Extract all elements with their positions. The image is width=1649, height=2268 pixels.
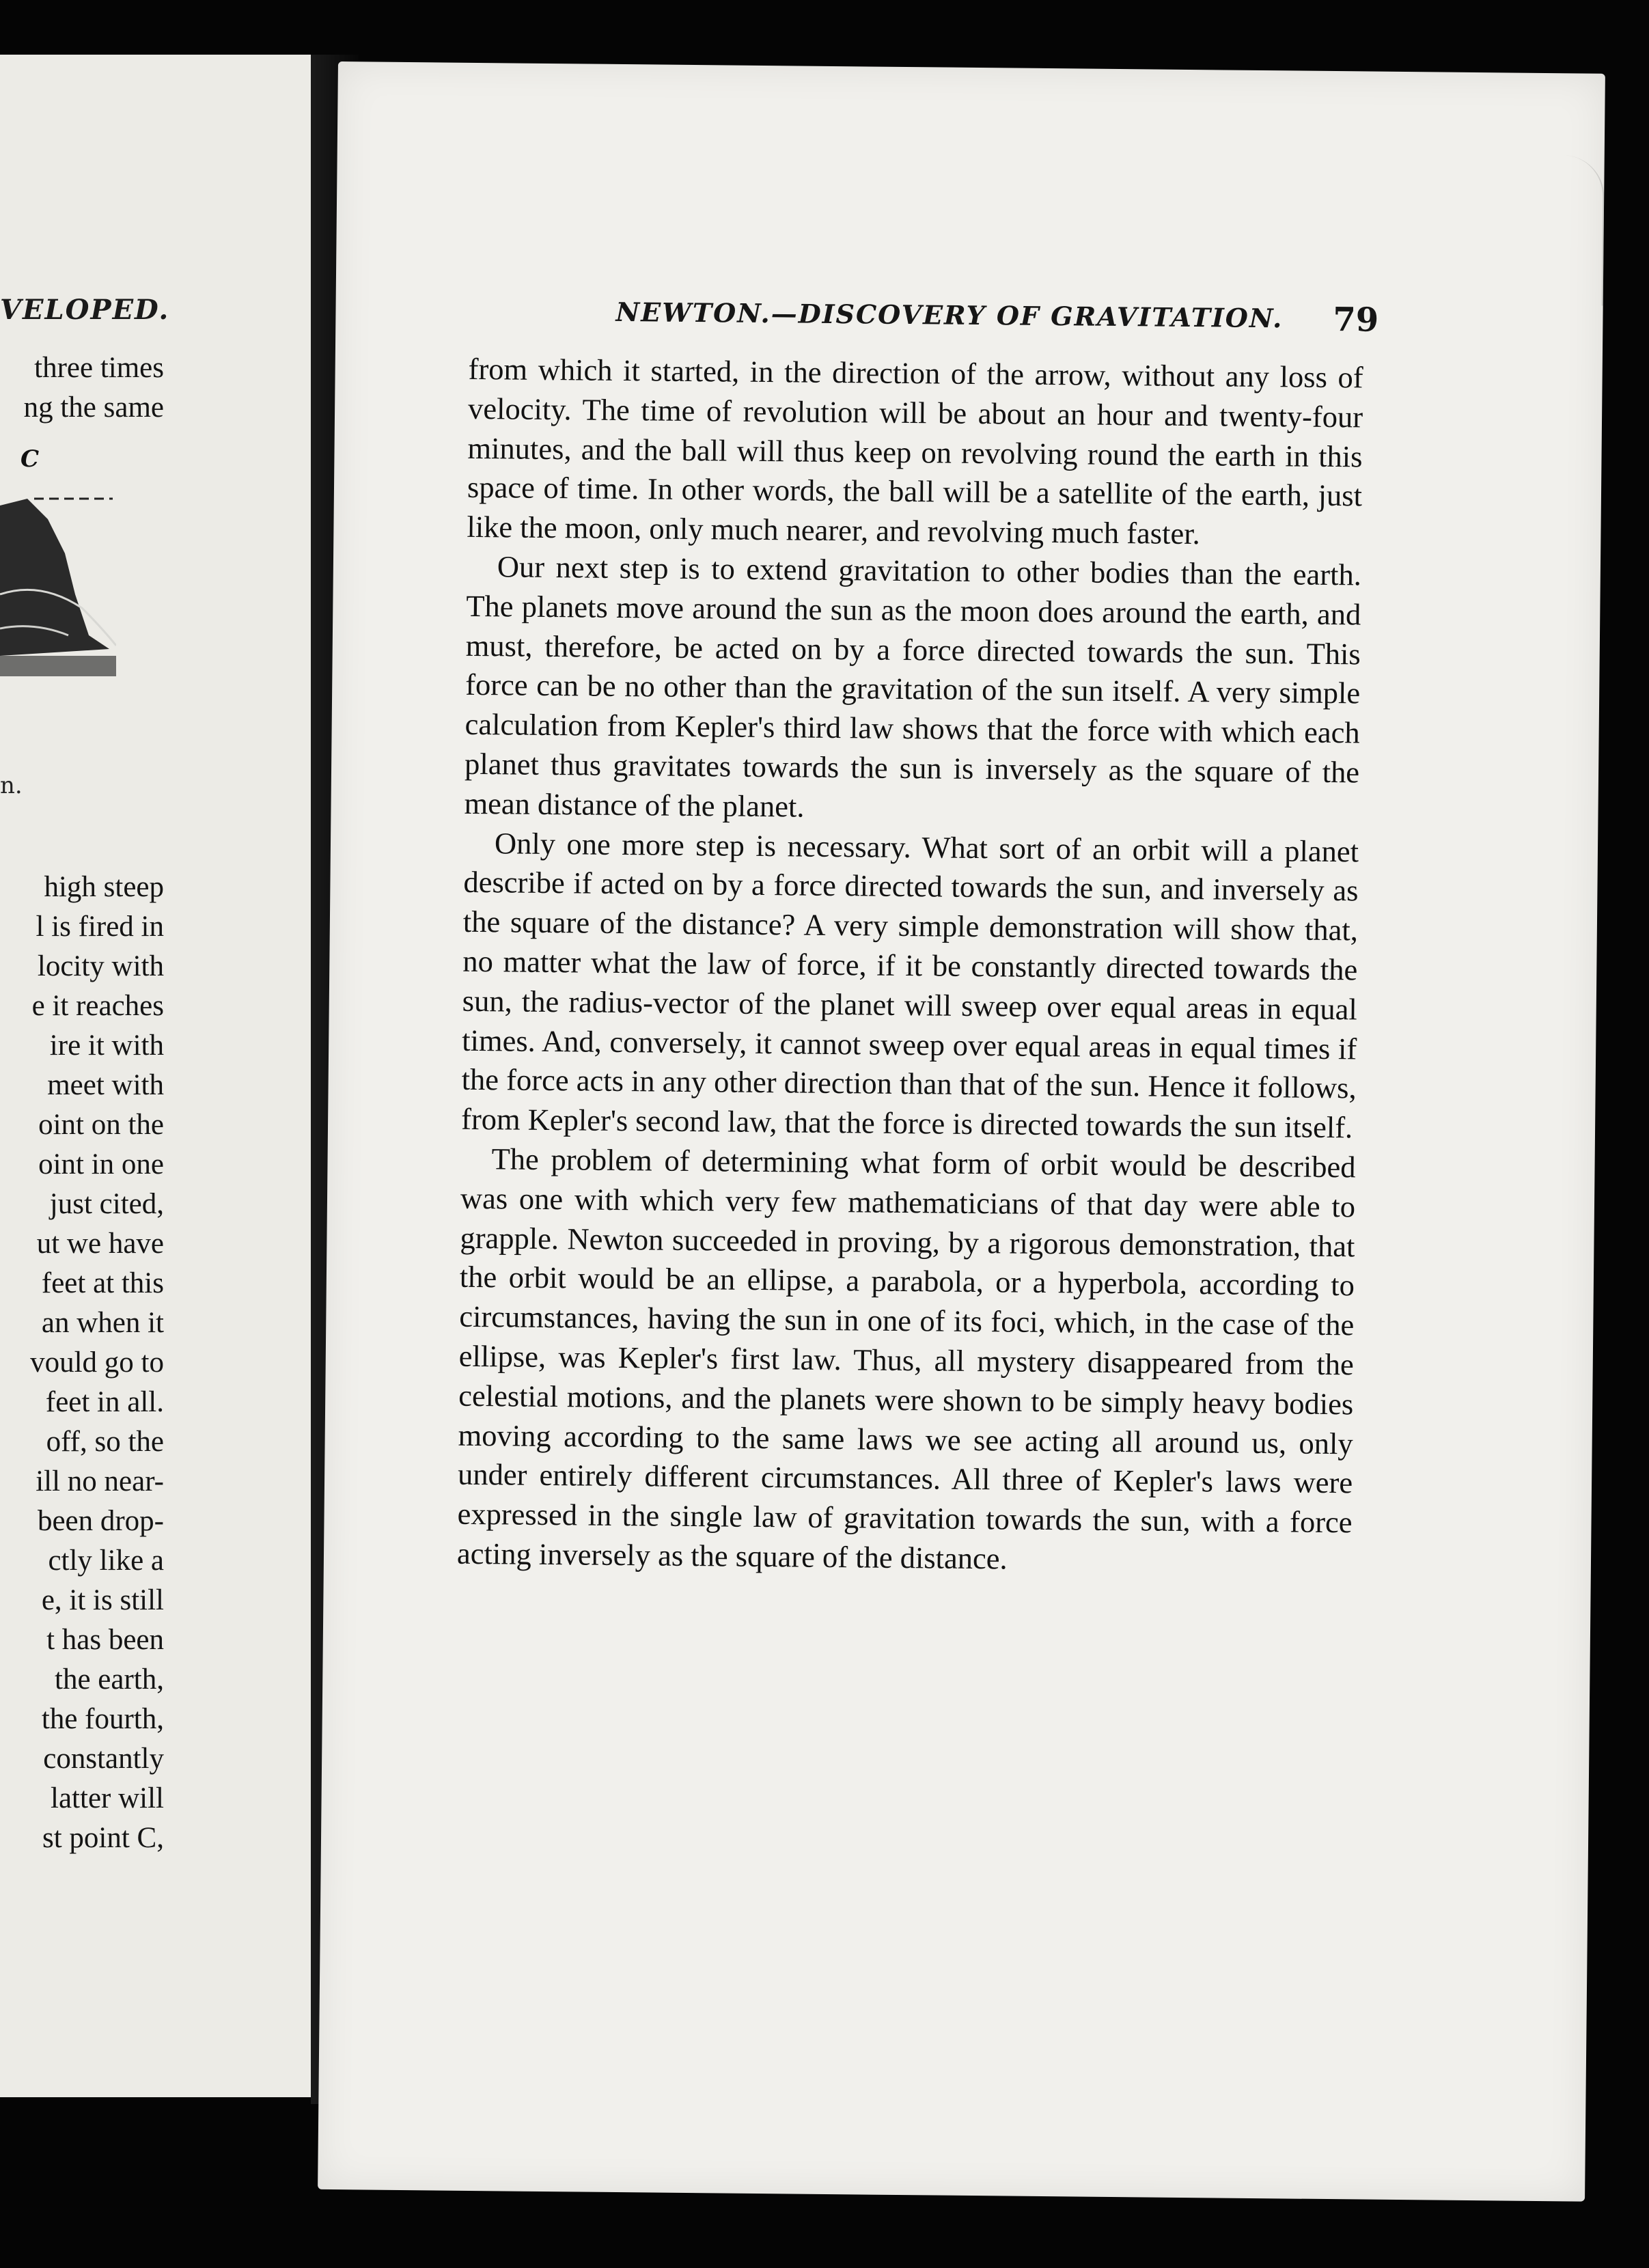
left-line: the fourth, (41, 1703, 164, 1735)
figure-label: C (20, 445, 40, 473)
left-line: locity with (37, 950, 164, 982)
left-line: t has been (46, 1624, 164, 1656)
page-edge-mark (1520, 155, 1605, 306)
left-line: latter will (51, 1782, 164, 1814)
left-line: an when it (41, 1307, 164, 1339)
left-line: ut we have (36, 1228, 164, 1260)
left-line: vould go to (30, 1346, 164, 1379)
left-upper-lines (0, 348, 164, 428)
left-line: the earth, (55, 1663, 164, 1696)
left-page-fragment (0, 55, 314, 2097)
left-line: l is fired in (36, 911, 164, 943)
left-line: three times (34, 352, 164, 384)
left-line: constantly (43, 1743, 164, 1775)
body-text (457, 350, 1363, 1582)
left-line: ill no near- (36, 1465, 164, 1497)
mountain-illustration (0, 492, 116, 683)
left-running-head: VELOPED. (0, 294, 170, 326)
left-line: e it reaches (31, 990, 164, 1022)
right-page (318, 61, 1605, 2202)
running-head: NEWTON.—DISCOVERY OF GRAVITATION. (615, 296, 1284, 334)
left-line: oint in one (38, 1148, 164, 1180)
left-line: high steep (44, 871, 164, 903)
left-lower-lines (0, 868, 164, 1858)
left-line: ctly like a (48, 1545, 164, 1577)
left-line: just cited, (49, 1188, 164, 1220)
left-line: ire it with (49, 1029, 164, 1062)
left-line: feet at this (41, 1267, 164, 1299)
left-line: oint on the (38, 1109, 164, 1141)
paragraph: Our next step is to extend gravitation to other bodies than the earth. The planets move around the sun as the moon does around the earth, and must, therefore, be acted on by a force directed towards the sun. This force can be no other than the gravitation of the sun itself. A very simple calculation from Kepler's third law shows that the force with which each planet thus gravitates towards the sun is inversely as the square of the mean distance of the planet. (464, 549, 1362, 824)
left-line: meet with (47, 1069, 164, 1101)
paragraph: Only one more step is necessary. What sort of an orbit will a planet describe if acted on by a force directed towards the sun, and inversely as the square of the distance? A very simple demonstration will show that, no matter what the law of force, if it be constantly directed towards the sun, the radius-vector of the planet will sweep over equal areas in equal times. And, conversely, it cannot sweep over equal areas in equal times if the force acts in any other direction than that of the sun. Hence it follows, from Kepler's second law, that the force is directed towards the sun itself. (460, 825, 1359, 1145)
page-number: 79 (1333, 300, 1379, 340)
left-line: off, so the (46, 1426, 164, 1458)
left-line: been drop- (37, 1505, 164, 1537)
left-line: feet in all. (45, 1386, 164, 1418)
paragraph: The problem of determining what form of orbit would be described was one with which very few mathematicians of that day were able to grapple. Newton succeeded in proving, by a rigorous demonstration, that the orbit would be an ellipse, a parabola, or a hyperbola, according to circumstances, having the sun in one of its foci, which, in the case of the ellipse, was Kepler's first law. Thus, all mystery disappeared from the celestial motions, and the planets were shown to be simply heavy bodies moving according to the same laws we see acting all around us, only under entirely different circumstances. All three of Kepler's laws were expressed in the single law of gravitation towards the sun, with a force acting inversely as the square of the distance. (456, 1142, 1356, 1576)
left-line: st point C, (42, 1822, 164, 1854)
paragraph: from which it started, in the direction of the arrow, without any loss of velocity. The time of revolution will be about an hour and twenty-four minutes, and the ball will thus keep on revolving round the earth in this space of time. In other words, the ball will be a satellite of the earth, just like the moon, only much nearer, and revolving much faster. (467, 351, 1363, 551)
left-line: ng the same (23, 391, 164, 424)
left-line: e, it is still (41, 1584, 164, 1616)
figure-caption-fragment: n. (0, 772, 23, 799)
